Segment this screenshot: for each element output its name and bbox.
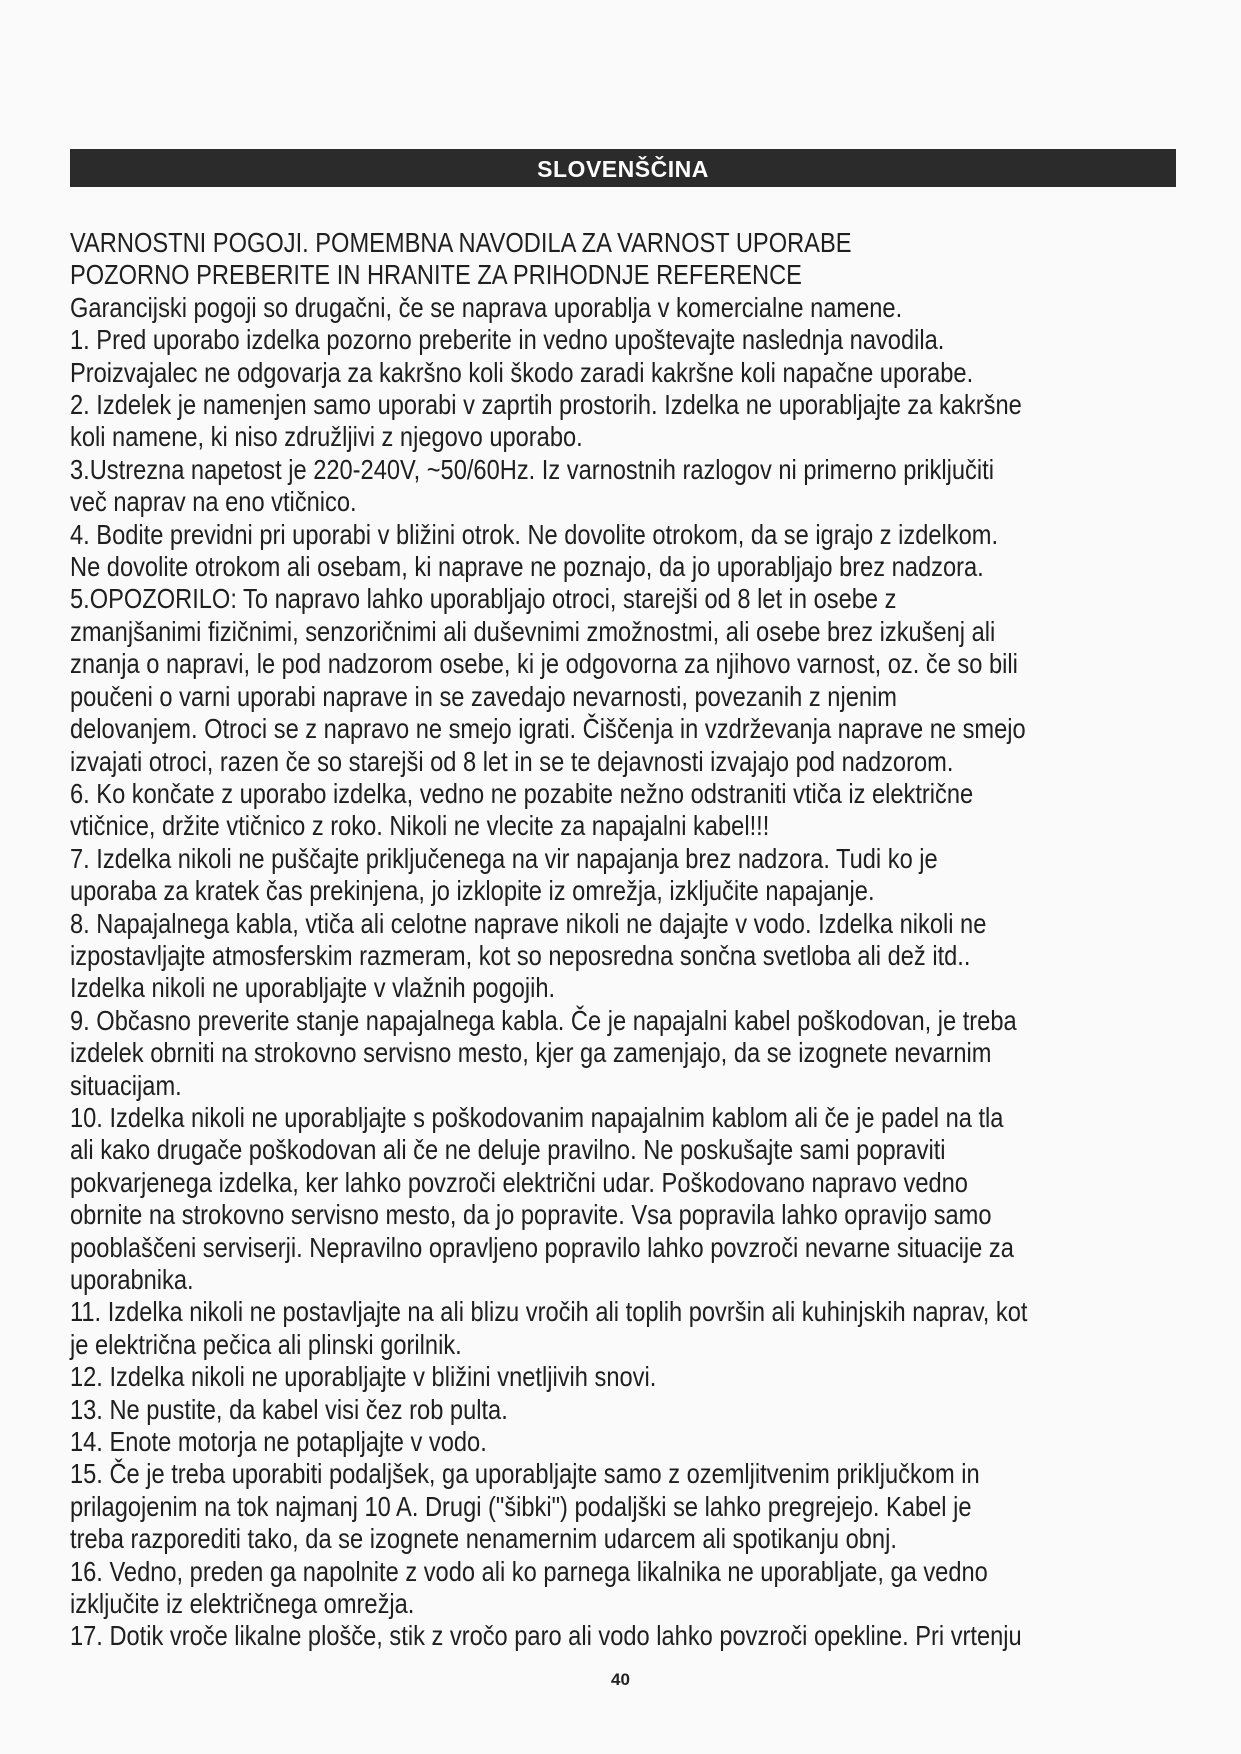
text-line: izpostavljajte atmosferskim razmeram, kot so neposredna sončna svetloba ali dež itd.. — [70, 939, 971, 971]
text-line: prilagojenim na tok najmanj 10 A. Drugi ("šibki") podaljški se lahko pregrejejo. Kabel je — [70, 1490, 972, 1522]
text-line: 8. Napajalnega kabla, vtiča ali celotne naprave nikoli ne dajajte v vodo. Izdelka nikoli ne — [70, 907, 987, 939]
text-line: znanja o napravi, le pod nadzorom osebe, ki je odgovorna za njihovo varnost, oz. če so bili — [70, 648, 1018, 680]
text-line: 11. Izdelka nikoli ne postavljajte na ali blizu vročih ali toplih površin ali kuhinjskih naprav, kot — [70, 1296, 1028, 1328]
text-line: 9. Občasno preverite stanje napajalnega kabla. Če je napajalni kabel poškodovan, je treba — [70, 1004, 1017, 1036]
text-line: delovanjem. Otroci se z napravo ne smejo igrati. Čiščenja in vzdrževanja naprave ne smejo — [70, 713, 1026, 745]
section-header-bar — [70, 149, 1176, 187]
text-line: več naprav na eno vtičnico. — [70, 486, 357, 518]
text-line: 3.Ustrezna napetost je 220-240V, ~50/60Hz. Iz varnostnih razlogov ni primerno priključiti — [70, 453, 994, 485]
text-line: 4. Bodite previdni pri uporabi v bližini otrok. Ne dovolite otrokom, da se igrajo z izdelkom. — [70, 518, 999, 550]
text-line: zmanjšanimi fizičnimi, senzoričnimi ali duševnimi zmožnostmi, ali osebe brez izkušenj ali — [70, 615, 996, 647]
text-line: 12. Izdelka nikoli ne uporabljajte v bližini vnetljivih snovi. — [70, 1361, 657, 1393]
text-line: izvajati otroci, razen če so starejši od 8 let in se te dejavnosti izvajajo pod nadzorom. — [70, 745, 954, 777]
text-line: Proizvajalec ne odgovarja za kakršno koli škodo zaradi kakršne koli napačne uporabe. — [70, 356, 974, 388]
text-line: 6. Ko končate z uporabo izdelka, vedno ne pozabite nežno odstraniti vtiča iz električne — [70, 777, 974, 809]
text-line: 16. Vedno, preden ga napolnite z vodo ali ko parnega likalnika ne uporabljate, ga vedno — [70, 1555, 988, 1587]
text-line: Ne dovolite otrokom ali osebam, ki naprave ne poznajo, da jo uporabljajo brez nadzora. — [70, 551, 984, 583]
section-title: SLOVENŠČINA — [537, 155, 709, 182]
text-line: VARNOSTNI POGOJI. POMEMBNA NAVODILA ZA VARNOST UPORABE — [70, 227, 852, 258]
text-line: 2. Izdelek je namenjen samo uporabi v zaprtih prostorih. Izdelka ne uporabljajte za kakršne — [70, 389, 1022, 421]
text-line: Izdelka nikoli ne uporabljajte v vlažnih pogojih. — [70, 972, 556, 1004]
text-line: pooblaščeni serviserji. Nepravilno opravljeno popravilo lahko povzroči nevarne situacije za — [70, 1231, 1014, 1263]
text-line: POZORNO PREBERITE IN HRANITE ZA PRIHODNJE REFERENCE — [70, 259, 802, 291]
text-line: 5.OPOZORILO: To napravo lahko uporabljajo otroci, starejši od 8 let in osebe z — [70, 583, 897, 615]
text-line: 15. Če je treba uporabiti podaljšek, ga uporabljajte samo z ozemljitvenim priključkom in — [70, 1458, 980, 1490]
text-line: izdelek obrniti na strokovno servisno mesto, kjer ga zamenjajo, da se izognete nevarnim — [70, 1037, 992, 1069]
text-line: vtičnice, držite vtičnico z roko. Nikoli ne vlecite za napajalni kabel!!! — [70, 810, 770, 842]
text-line: uporabnika. — [70, 1264, 194, 1295]
text-line: 10. Izdelka nikoli ne uporabljajte s poškodovanim napajalnim kablom ali če je padel na tla — [70, 1101, 1004, 1133]
text-line: 13. Ne pustite, da kabel visi čez rob pulta. — [70, 1393, 508, 1425]
text-line: ali kako drugače poškodovan ali če ne deluje pravilno. Ne poskušajte sami popraviti — [70, 1134, 946, 1166]
text-line: 1. Pred uporabo izdelka pozorno preberite in vedno upoštevajte naslednja navodila. — [70, 324, 945, 356]
safety-instructions-text — [70, 227, 1185, 1653]
text-line: koli namene, ki niso združljivi z njegovo uporabo. — [70, 421, 583, 453]
text-line: situacijam. — [70, 1069, 182, 1101]
text-line: 7. Izdelka nikoli ne puščajte priključenega na vir napajanja brez nadzora. Tudi ko je — [70, 842, 938, 874]
text-line: je električna pečica ali plinski gorilnik. — [70, 1328, 462, 1360]
text-line: izključite iz električnega omrežja. — [70, 1588, 415, 1620]
text-line: 17. Dotik vroče likalne plošče, stik z vročo paro ali vodo lahko povzroči opekline. Pri vrtenju — [70, 1620, 1022, 1652]
page-number: 40 — [611, 1670, 630, 1689]
text-line: uporaba za kratek čas prekinjena, jo izklopite iz omrežja, izključite napajanje. — [70, 875, 875, 907]
text-line: obrnite na strokovno servisno mesto, da jo popravite. Vsa popravila lahko opravijo samo — [70, 1199, 992, 1231]
text-line: poučeni o varni uporabi naprave in se zavedajo nevarnosti, povezanih z njenim — [70, 680, 897, 712]
text-line: Garancijski pogoji so drugačni, če se naprava uporablja v komercialne namene. — [70, 291, 903, 323]
text-line: 14. Enote motorja ne potapljajte v vodo. — [70, 1426, 487, 1458]
text-line: pokvarjenega izdelka, ker lahko povzroči električni udar. Poškodovano napravo vedno — [70, 1166, 968, 1198]
text-line: treba razporediti tako, da se izognete nenamernim udarcem ali spotikanju obnj. — [70, 1523, 897, 1555]
